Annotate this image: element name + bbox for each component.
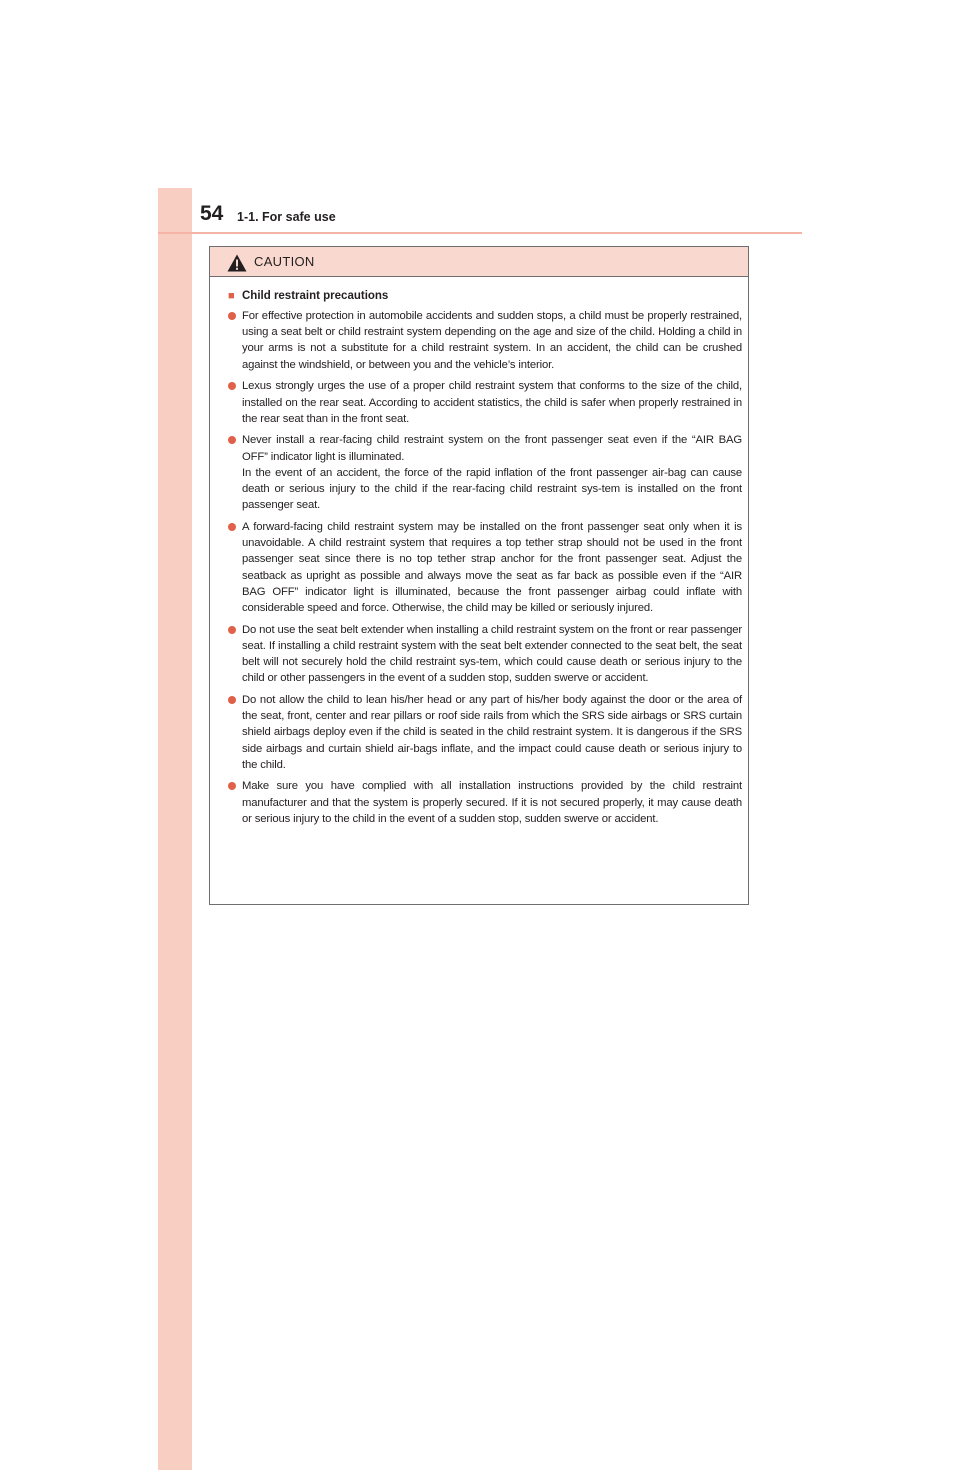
bullet-dot-icon	[228, 782, 236, 790]
page-number: 54	[200, 202, 224, 225]
caution-item-text: For effective protection in automobile accidents and sudden stops, a child must be properly restrained, using a seat belt or child restraint system depending on the age and size of the child. Holding a child in your arms is not a substitute for a child restraint system. In an accident, the child can be crushed against the windshield, or between you and the vehicle’s interior.	[242, 310, 742, 371]
caution-item-text: Never install a rear-facing child restraint system on the front passenger seat even if the “AIR BAG OFF” indicator light is illuminated. In the event of an accident, the force of the rapid inflation of the front passenger air-bag can cause death or serious injury to the child if the rear-facing child restraint sys-tem is installed on the front passenger seat.	[242, 434, 742, 512]
caution-item	[228, 432, 742, 513]
caution-header	[210, 247, 748, 277]
caution-heading	[228, 290, 742, 302]
caution-heading-text: Child restraint precautions	[242, 290, 389, 302]
warning-triangle-icon	[227, 254, 247, 272]
caution-item	[228, 308, 742, 373]
caution-item	[228, 778, 742, 827]
caution-label: CAUTION	[254, 254, 315, 269]
caution-item-text: Make sure you have complied with all installation instructions provided by the child restraint manufacturer and that the system is properly secured. If it is not secured properly, it may cause death or serious injury to the child in the event of a sudden stop, sudden swerve or accident.	[242, 780, 742, 825]
caution-item-text: Lexus strongly urges the use of a proper child restraint system that conforms to the size of the child, installed on the rear seat. According to accident statistics, the child is safer when properly restrained in the rear seat than in the front seat.	[242, 380, 742, 425]
bullet-dot-icon	[228, 312, 236, 320]
page-side-strip	[158, 188, 192, 1470]
bullet-dot-icon	[228, 696, 236, 704]
caution-box	[209, 246, 749, 905]
caution-item-text: Do not use the seat belt extender when installing a child restraint system on the front or rear passenger seat. If installing a child restraint system with the seat belt extender connected to the seat belt, the seat belt will not securely hold the child restraint sys-tem, which could cause death or serious injury to the child or other passengers in the event of a sudden stop, sudden swerve or accident.	[242, 623, 742, 685]
caution-item-text: Do not allow the child to lean his/her head or any part of his/her body against the door or the area of the seat, front, center and rear pillars or roof side rails from which the SRS side airbags or SRS curtain shield airbags deploy even if the child is seated in the child restraint system. It is dangerous if the SRS side airbags and curtain shield air-bags inflate, and the impact could cause death or serious injury to the child.	[242, 693, 742, 771]
caution-body	[210, 277, 748, 827]
caution-item	[228, 622, 742, 687]
bullet-dot-icon	[228, 523, 236, 531]
square-bullet-icon: ■	[228, 290, 235, 302]
caution-item	[228, 378, 742, 427]
header-rule	[158, 232, 802, 234]
bullet-dot-icon	[228, 382, 236, 390]
caution-item	[228, 519, 742, 616]
bullet-dot-icon	[228, 626, 236, 634]
bullet-dot-icon	[228, 436, 236, 444]
caution-item	[228, 692, 742, 773]
caution-item-text: A forward-facing child restraint system may be installed on the front passenger seat only when it is unavoidable. A child restraint system that requires a top tether strap should not be used in the front passenger seat since there is no top tether strap anchor for the front passenger seat. Adjust the seatback as upright as possible and always move the seat as far back as possible even if the “AIR BAG OFF” indicator light is illuminated, because the front passenger airbag could inflate with considerable speed and force. Otherwise, the child may be killed or seriously injured.	[242, 520, 742, 614]
section-title: 1-1. For safe use	[237, 210, 336, 224]
